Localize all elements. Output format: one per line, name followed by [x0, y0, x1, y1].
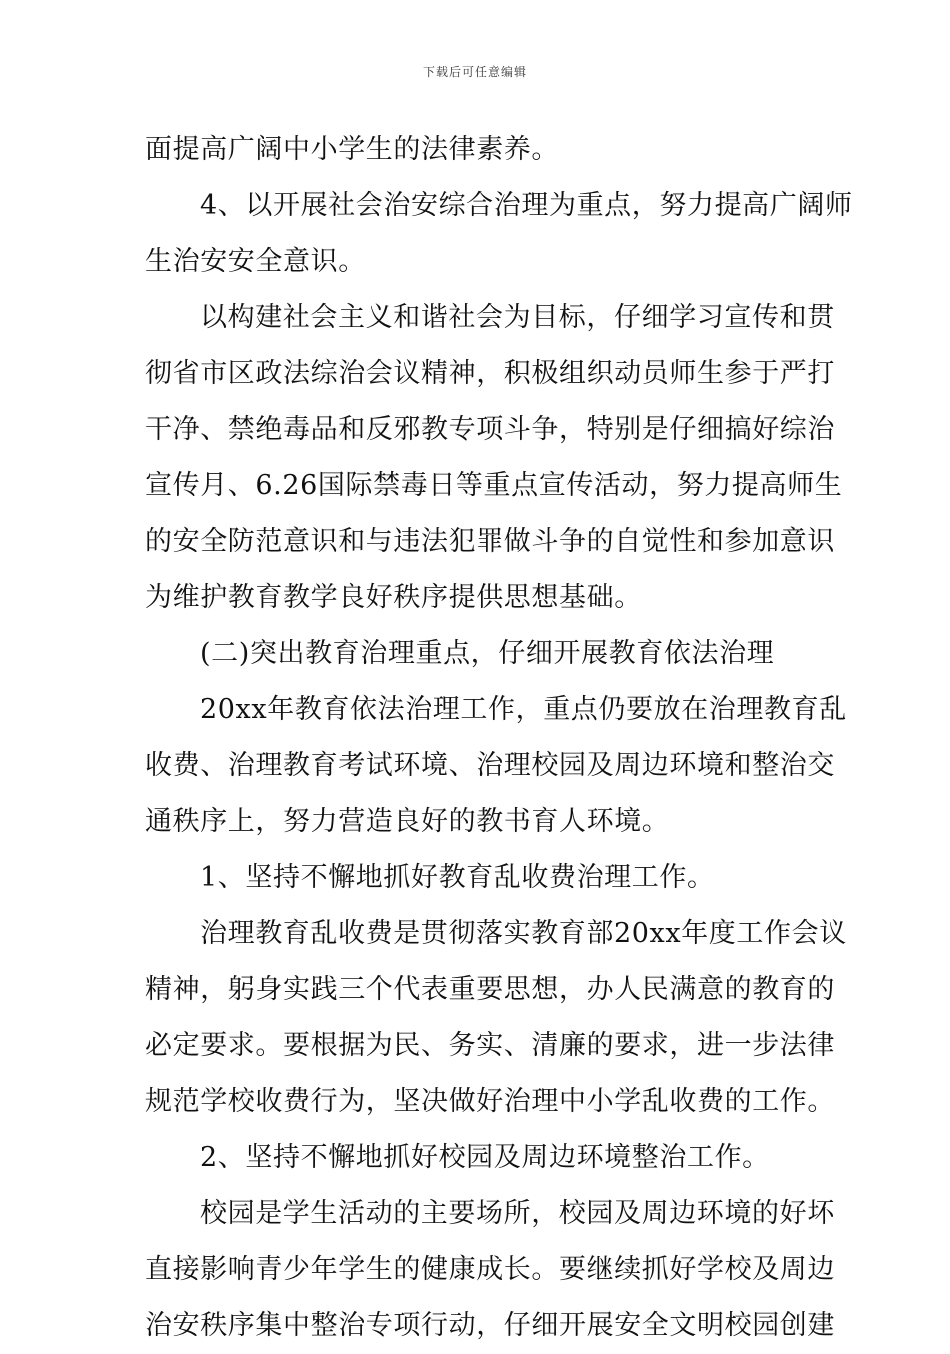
text-line: 干净、禁绝毒品和反邪教专项斗争，特别是仔细搞好综治 [145, 414, 835, 445]
text-line: 为维护教育教学良好秩序提供思想基础。 [145, 582, 642, 613]
text-line: 收费、治理教育考试环境、治理校园及周边环境和整治交 [145, 750, 835, 781]
text-line: 精神，躬身实践三个代表重要思想，办人民满意的教育的 [145, 974, 835, 1005]
numbered-item-heading: 1、坚持不懈地抓好教育乱收费治理工作。 [200, 862, 715, 893]
text-line: 彻省市区政法综治会议精神，积极组织动员师生参于严打 [145, 358, 835, 389]
text-line: 4、以开展社会治安综合治理为重点，努力提高广阔师 [200, 190, 853, 221]
text-line: 20xx年教育依法治理工作，重点仍要放在治理教育乱 [200, 694, 847, 725]
text-line: 以构建社会主义和谐社会为目标，仔细学习宣传和贯 [200, 302, 835, 333]
text-line: 通秩序上，努力营造良好的教书育人环境。 [145, 806, 670, 837]
text-line: 面提高广阔中小学生的法律素养。 [145, 134, 559, 165]
text-line: 治安秩序集中整治专项行动，仔细开展安全文明校园创建 [145, 1310, 835, 1341]
text-line: 治理教育乱收费是贯彻落实教育部20xx年度工作会议 [200, 918, 847, 949]
page-header-note: 下载后可任意编辑 [422, 65, 527, 79]
section-heading: (二)突出教育治理重点，仔细开展教育依法治理 [200, 638, 775, 669]
text-line: 必定要求。要根据为民、务实、清廉的要求，进一步法律 [145, 1030, 835, 1061]
text-line: 校园是学生活动的主要场所，校园及周边环境的好坏 [200, 1198, 835, 1229]
text-line: 生治安安全意识。 [145, 246, 366, 277]
text-line: 规范学校收费行为，坚决做好治理中小学乱收费的工作。 [145, 1086, 835, 1117]
document-body [145, 122, 853, 1354]
text-line: 宣传月、6.26国际禁毒日等重点宣传活动，努力提高师生 [145, 470, 843, 501]
numbered-item-heading: 2、坚持不懈地抓好校园及周边环境整治工作。 [200, 1142, 770, 1173]
text-line: 的安全防范意识和与违法犯罪做斗争的自觉性和参加意识 [145, 526, 835, 557]
text-line: 直接影响青少年学生的健康成长。要继续抓好学校及周边 [145, 1254, 835, 1285]
